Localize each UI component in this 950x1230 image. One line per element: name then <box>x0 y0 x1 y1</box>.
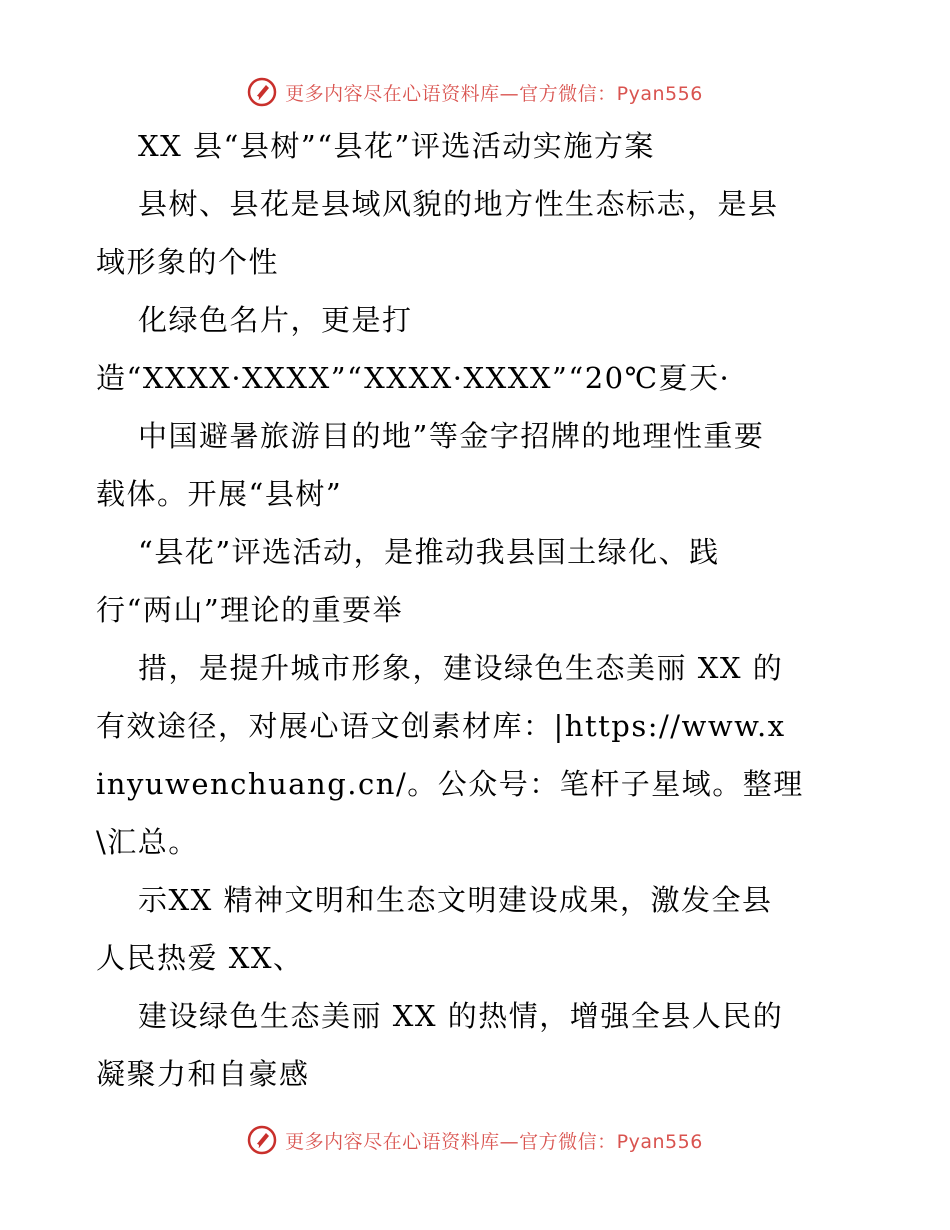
paragraph-line: “县花”评选活动，是推动我县国土绿化、践 <box>138 535 720 569</box>
paragraph-line: 造“XXXX·XXXX”“XXXX·XXXX”“20℃夏天· <box>96 361 731 395</box>
document-title: XX 县“县树”“县花”评选活动实施方案 <box>138 129 655 163</box>
logo-icon <box>247 1125 277 1155</box>
document-body <box>96 122 856 1108</box>
header-banner <box>0 72 950 112</box>
paragraph-line: 域形象的个性 <box>96 245 280 279</box>
logo-icon <box>247 77 277 107</box>
paragraph-line: 行“两山”理论的重要举 <box>96 593 404 627</box>
paragraph-line: 凝聚力和自豪感 <box>96 1057 310 1091</box>
paragraph-line: 示XX 精神文明和生态文明建设成果，激发全县 <box>138 883 773 917</box>
paragraph-line: 载体。开展“县树” <box>96 477 343 511</box>
paragraph-line: 人民热爱 XX、 <box>96 941 304 975</box>
paragraph-line: 化绿色名片，更是打 <box>138 303 413 337</box>
paragraph-line: inyuwenchuang.cn/。公众号：笔杆子星域。整理 <box>96 767 804 801</box>
paragraph-line: 有效途径，对展心语文创素材库：|https://www.x <box>96 709 786 743</box>
footer-banner-text: 更多内容尽在心语资料库—官方微信：Pyan556 <box>285 1130 703 1153</box>
paragraph-line: 措，是提升城市形象，建设绿色生态美丽 XX 的 <box>138 651 784 685</box>
paragraph-line: 中国避暑旅游目的地”等金字招牌的地理性重要 <box>138 419 765 453</box>
paragraph-line: 建设绿色生态美丽 XX 的热情，增强全县人民的 <box>138 999 784 1033</box>
header-banner-text: 更多内容尽在心语资料库—官方微信：Pyan556 <box>285 82 703 105</box>
paragraph-line: 县树、县花是县域风貌的地方性生态标志，是县 <box>138 187 779 221</box>
footer-banner <box>0 1120 950 1160</box>
paragraph-line: \汇总。 <box>96 825 199 859</box>
